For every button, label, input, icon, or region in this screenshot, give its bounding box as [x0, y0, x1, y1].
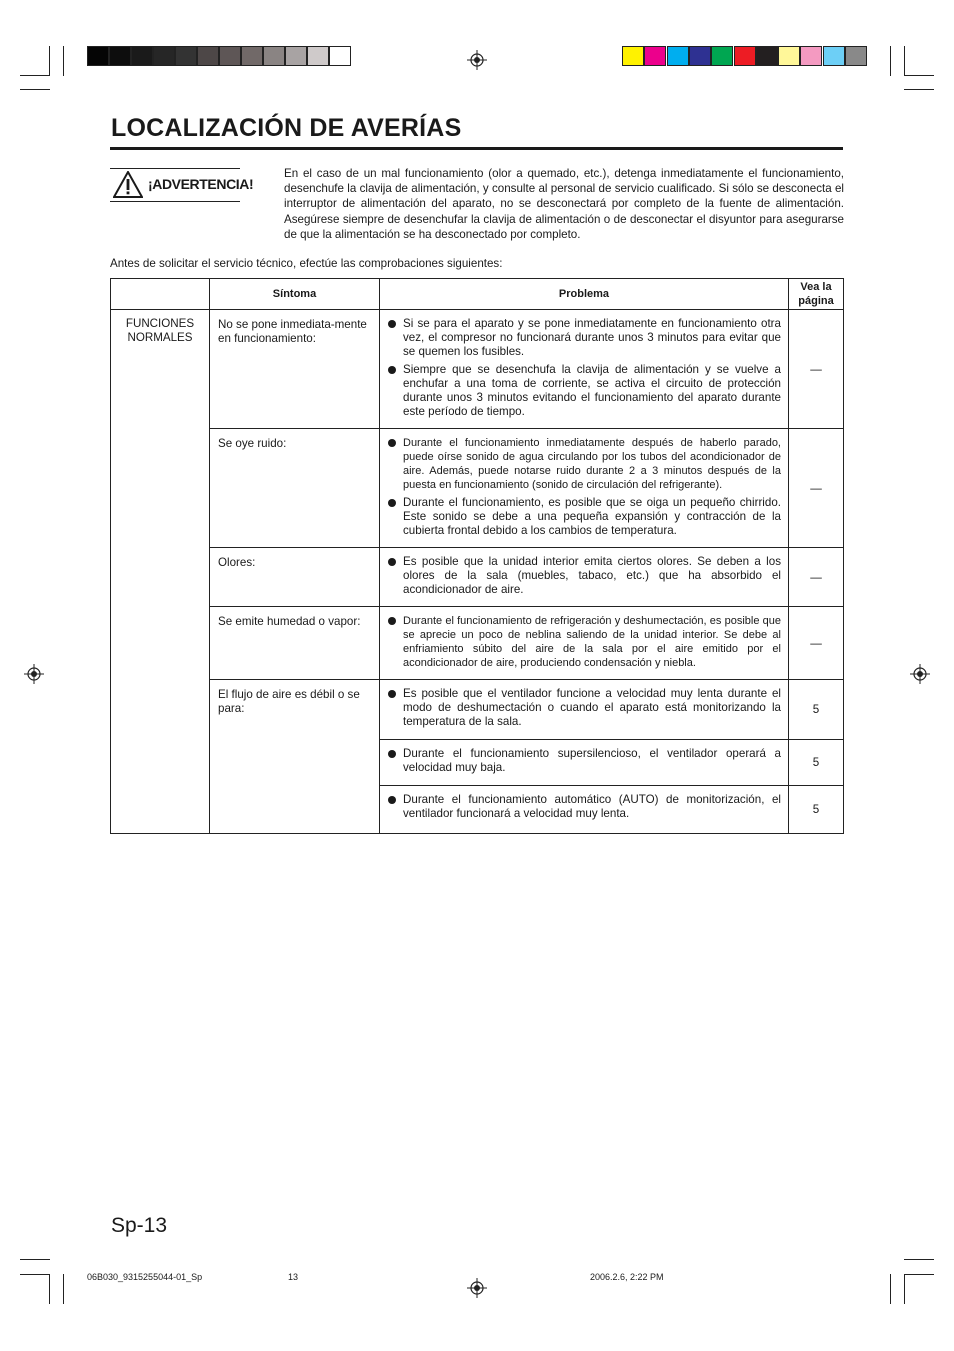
color-swatch [711, 46, 733, 66]
color-swatch [644, 46, 666, 66]
problem-text: Siempre que se desenchufa la clavija de alimentación y se vuelve a enchufar a una toma de corriente, se activa el circuito de protección durante unos 3 minutos evitando el funcionamiento del aparato durante este período de tiempo. [403, 363, 781, 418]
crop-mark [20, 75, 50, 76]
crop-mark [904, 46, 905, 76]
symptom-cell: Olores: [210, 548, 380, 607]
warning-triangle-icon [113, 171, 143, 198]
bullet-icon [388, 320, 396, 328]
grayscale-swatch [131, 46, 153, 66]
problem-text: Durante el funcionamiento supersilencioso, el ventilador operará a velocidad muy baja. [403, 747, 781, 774]
color-swatch [756, 46, 778, 66]
registration-mark-icon [467, 50, 487, 70]
header-symptom: Síntoma [210, 279, 380, 310]
problem-cell [380, 607, 789, 680]
problem-cell [380, 429, 789, 548]
grayscale-swatch [285, 46, 307, 66]
grayscale-swatch [241, 46, 263, 66]
problem-item [387, 363, 781, 419]
registration-mark-icon [910, 664, 930, 684]
problem-item [387, 317, 781, 359]
crop-mark [890, 1274, 891, 1304]
problem-cell [380, 740, 789, 786]
problem-item [387, 555, 781, 597]
crop-mark [904, 1274, 905, 1304]
category-cell: FUNCIONES NORMALES [111, 310, 210, 834]
crop-mark [890, 46, 891, 76]
symptom-cell: El flujo de aire es débil o se para: [210, 680, 380, 834]
problem-text: Es posible que el ventilador funcione a velocidad muy lenta durante el modo de deshumectación o cuando el aparato está monitorizando la temperatura de la sala. [403, 687, 781, 728]
color-swatch [622, 46, 644, 66]
problem-text: Durante el funcionamiento de refrigeración y deshumectación, es posible que se aprecie un poco de neblina saliendo de la unidad interior. Se debe al enfriamiento súbito del aire de la sala por el aire emitido por el acondicionador de aire, produciendo condensación y niebla. [403, 615, 781, 669]
page-ref-cell: — [789, 429, 844, 548]
grayscale-swatch [87, 46, 109, 66]
footer-file: 06B030_9315255044-01_Sp [87, 1272, 203, 1282]
crop-mark [20, 89, 50, 90]
page-number: Sp-13 [111, 1214, 168, 1237]
crop-mark [49, 1274, 50, 1304]
problem-item [387, 687, 781, 729]
grayscale-swatch [153, 46, 175, 66]
title-rule [110, 147, 843, 150]
problem-text: Es posible que la unidad interior emita ciertos olores. Se deben a los olores de la sala (muebles, tabaco, etc.) que ha absorbido el acondicionador de aire. [403, 555, 781, 596]
problem-text: Durante el funcionamiento automático (AUTO) de monitorización, el ventilador funcionará a velocidad muy lenta. [403, 793, 781, 820]
grayscale-swatch [109, 46, 131, 66]
footer-page: 13 [288, 1272, 299, 1282]
table-row [111, 310, 844, 429]
bullet-icon [388, 558, 396, 566]
footer-date: 2006.2.6, 2:22 PM [590, 1272, 664, 1282]
registration-mark-icon [467, 1278, 487, 1298]
bullet-icon [388, 439, 396, 447]
header-page: Vea la página [789, 279, 844, 310]
color-swatch [845, 46, 867, 66]
intro-text: Antes de solicitar el servicio técnico, efectúe las comprobaciones siguientes: [110, 257, 503, 270]
problem-cell [380, 786, 789, 834]
table-header-row [111, 279, 844, 310]
problem-item [387, 436, 781, 492]
bullet-icon [388, 796, 396, 804]
page-ref-cell: — [789, 310, 844, 429]
page-ref-cell: 5 [789, 680, 844, 740]
grayscale-swatch [329, 46, 351, 66]
page-ref-cell: 5 [789, 786, 844, 834]
problem-text: Durante el funcionamiento, es posible que se oiga un pequeño chirrido. Este sonido se debe a una pequeña expansión y contracción de la cubierta frontal debido a los cambios de temperatura. [403, 496, 781, 537]
color-swatch [800, 46, 822, 66]
bullet-icon [388, 499, 396, 507]
bullet-icon [388, 750, 396, 758]
crop-mark [904, 1274, 934, 1275]
crop-mark [904, 75, 934, 76]
color-swatch [667, 46, 689, 66]
page-ref-cell: 5 [789, 740, 844, 786]
bullet-icon [388, 617, 396, 625]
crop-mark [904, 1259, 934, 1260]
page-ref-cell: — [789, 548, 844, 607]
color-swatch [823, 46, 845, 66]
problem-item [387, 793, 781, 821]
grayscale-swatch [175, 46, 197, 66]
grayscale-swatch [263, 46, 285, 66]
color-swatch [689, 46, 711, 66]
symptom-cell: Se oye ruido: [210, 429, 380, 548]
crop-mark [20, 1274, 50, 1275]
page-ref-cell: — [789, 607, 844, 680]
problem-cell [380, 680, 789, 740]
troubleshooting-table [110, 278, 844, 834]
header-problem: Problema [380, 279, 789, 310]
crop-mark [49, 46, 50, 76]
bullet-icon [388, 366, 396, 374]
problem-cell [380, 548, 789, 607]
crop-mark [63, 46, 64, 76]
problem-item [387, 496, 781, 538]
table-row [111, 607, 844, 680]
warning-label: ¡ADVERTENCIA! [148, 176, 254, 192]
crop-mark [904, 89, 934, 90]
bullet-icon [388, 690, 396, 698]
grayscale-swatch [219, 46, 241, 66]
color-swatch [734, 46, 756, 66]
problem-item [387, 614, 781, 670]
grayscale-swatch [197, 46, 219, 66]
problem-text: Durante el funcionamiento inmediatamente después de haberlo parado, puede oírse sonido de agua circulando por los tubos del acondicionador de aire. Además, puede notarse ruido durante 2 a 3 minutos después de la puesta en funcionamiento (sonido de circulación del refrigerante). [403, 437, 781, 491]
table-row [111, 548, 844, 607]
symptom-cell: No se pone inmediata-mente en funcionamiento: [210, 310, 380, 429]
registration-mark-icon [24, 664, 44, 684]
color-swatch [778, 46, 800, 66]
crop-mark [63, 1274, 64, 1304]
table-row [111, 429, 844, 548]
problem-text: Si se para el aparato y se pone inmediatamente en funcionamiento otra vez, el compresor no funcionará durante unos 3 minutos para evitar que se quemen los fusibles. [403, 317, 781, 358]
warning-text: En el caso de un mal funcionamiento (olor a quemado, etc.), detenga inmediatamente el funcionamiento, desenchufe la clavija de alimentación, y consulte al personal de servicio cualificado. Si sólo se desconecta el interruptor de alimentación del aparato, no se desconectará por completo de la fuente de alimentación. Asegúrese siempre de desenchufar la clavija de alimentación o de desconectar el disyuntor para asegurarse de que la alimentación se ha desconectado por completo. [284, 167, 844, 241]
crop-mark [20, 1259, 50, 1260]
grayscale-swatch [307, 46, 329, 66]
problem-cell [380, 310, 789, 429]
warning-box [110, 168, 254, 202]
header-category [111, 279, 210, 310]
table-row [111, 680, 844, 740]
page-title: LOCALIZACIÓN DE AVERÍAS [111, 114, 462, 142]
problem-item [387, 747, 781, 775]
symptom-cell: Se emite humedad o vapor: [210, 607, 380, 680]
